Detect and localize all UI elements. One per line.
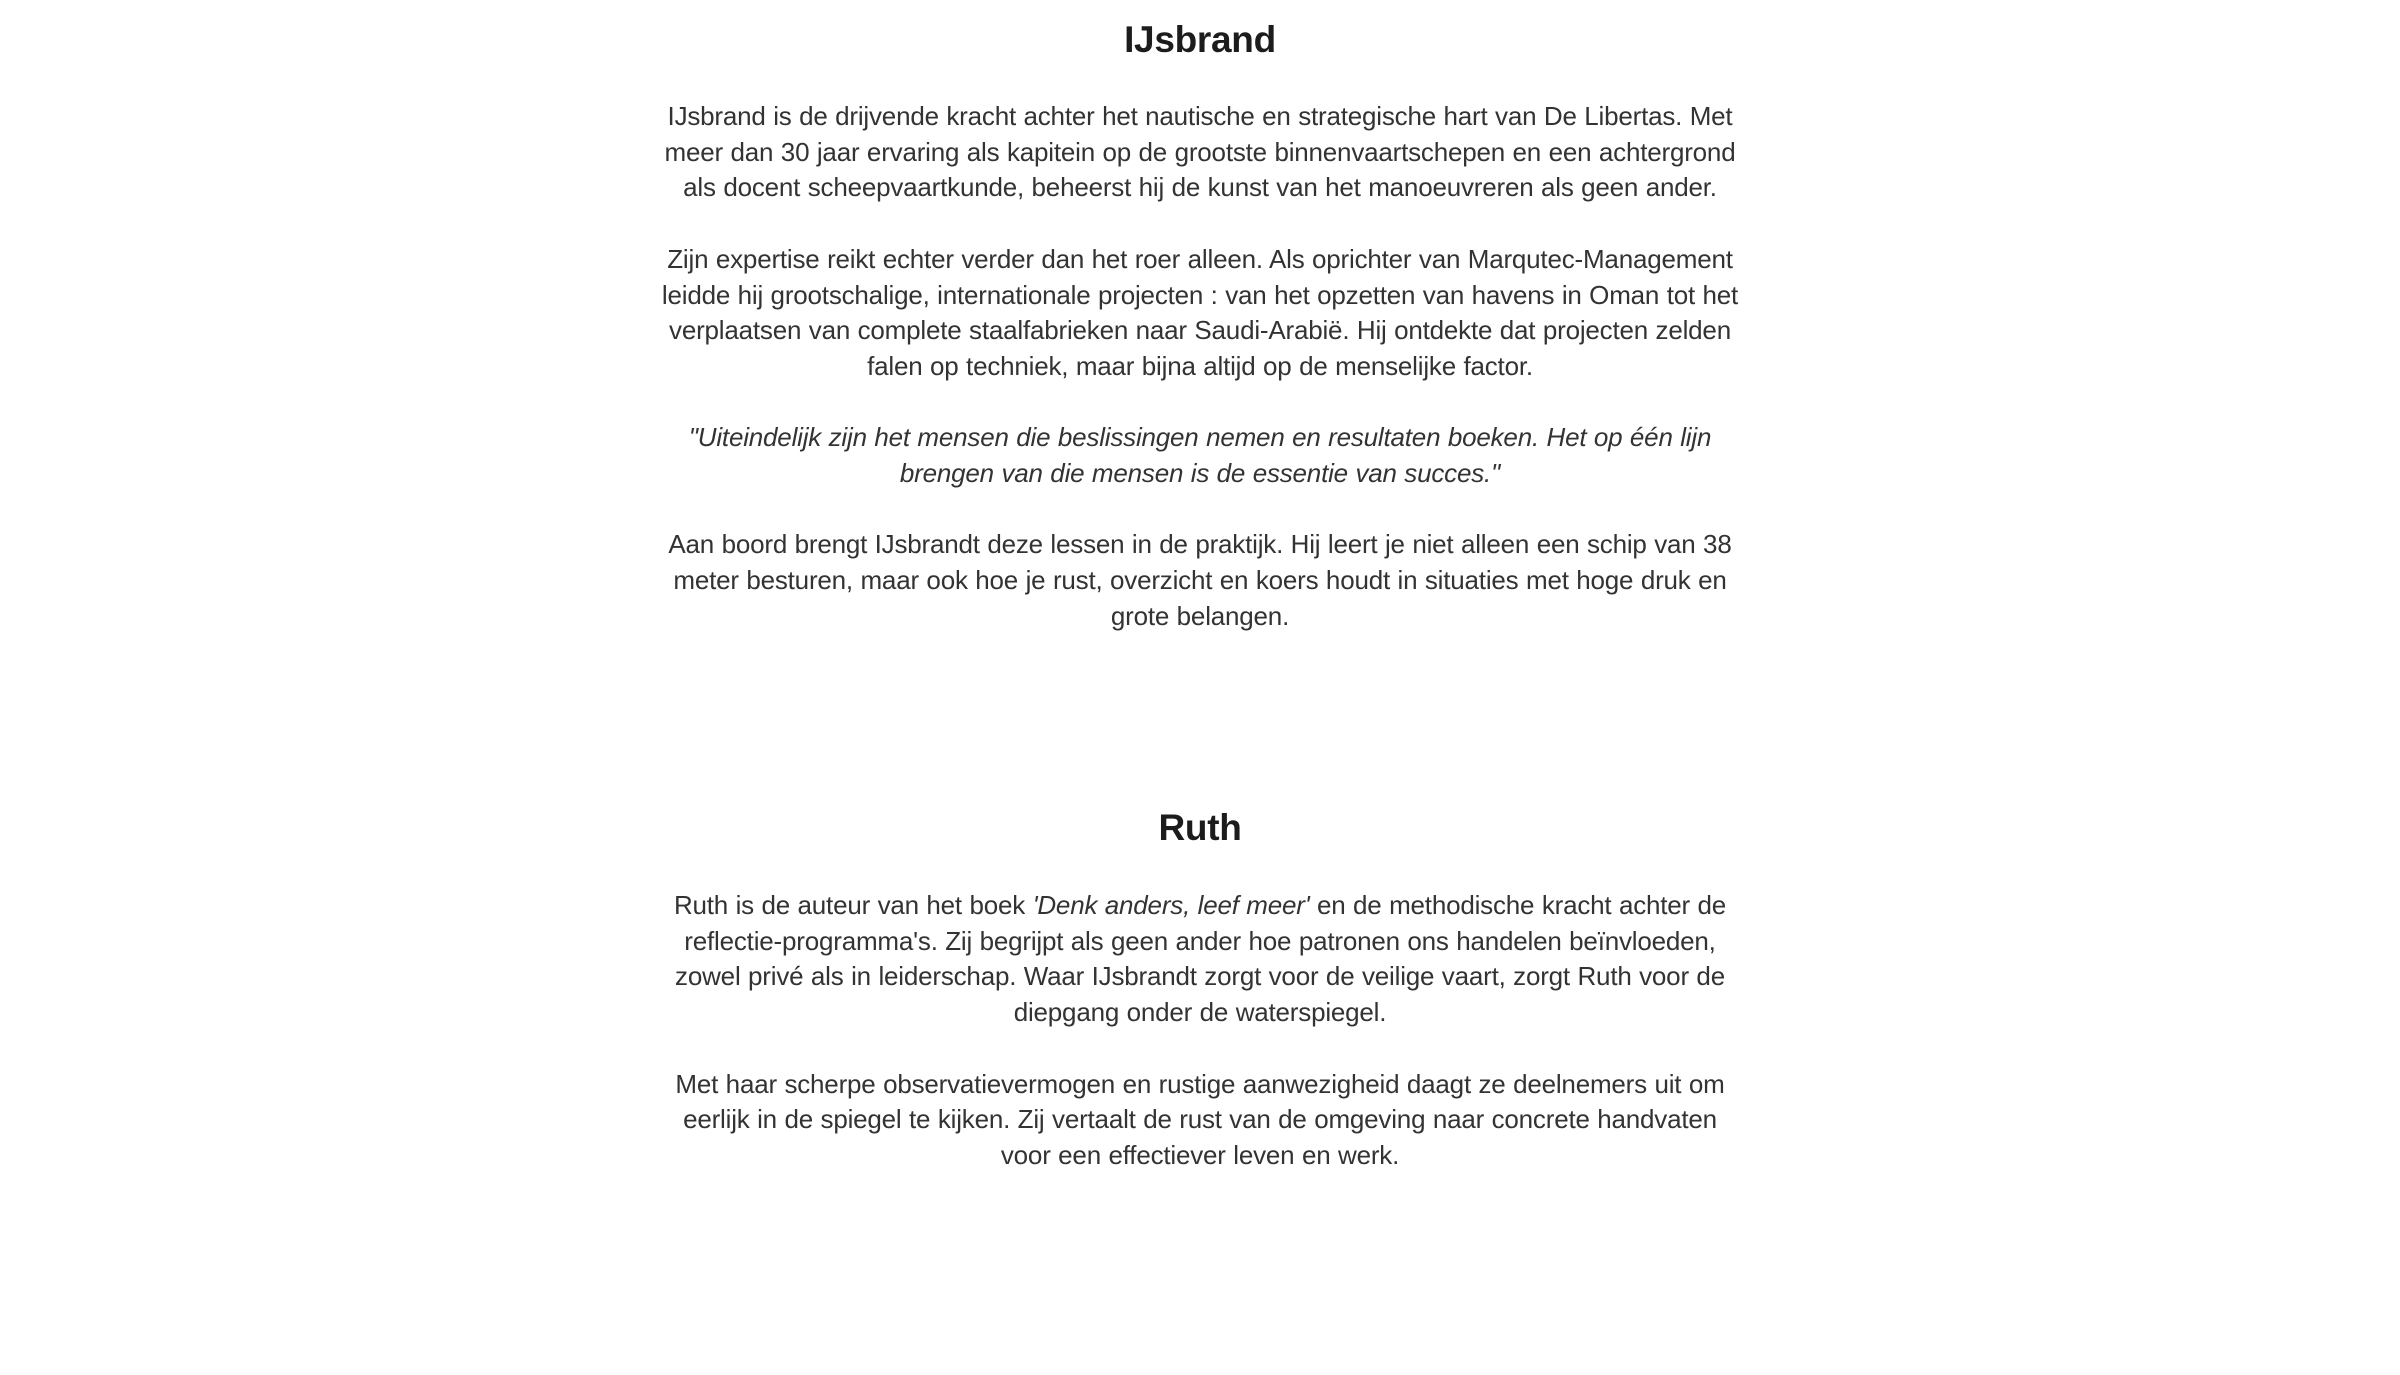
bio-paragraph: Aan boord brengt IJsbrandt deze lessen in de praktijk. Hij leert je niet alleen een schip van 38 meter besturen, maar ook hoe je rust, overzicht en koers houdt in situaties met hoge druk en grote belangen. xyxy=(668,529,1732,631)
section-title-ijsbrand: IJsbrand xyxy=(1124,19,1276,60)
bio-paragraph: Met haar scherpe observatievermogen en rustige aanwezigheid daagt ze deelnemers uit om eerlijk in de spiegel te kijken. Zij vertaalt de rust van de omgeving naar concrete handvaten voor een effectiever leven en werk. xyxy=(675,1068,1725,1170)
book-title: 'Denk anders, leef meer' xyxy=(1032,890,1310,920)
bio-paragraph: Zijn expertise reikt echter verder dan het roer alleen. Als oprichter van Marqutec-Management leidde hij grootschalige, internationale projecten : van het opzetten van havens in Oman tot het verplaatsen van complete staalfabrieken naar Saudi-Arabië. Hij ontdekte dat projecten zelden falen op techniek, maar bijna altijd op de menselijke factor. xyxy=(661,243,1739,381)
bio-text-segment: Ruth is de auteur van het boek xyxy=(673,890,1033,920)
bio-paragraph xyxy=(660,888,1740,1031)
bio-section-ruth xyxy=(660,806,1740,1174)
section-title-ruth: Ruth xyxy=(1158,807,1242,848)
bio-text-ruth xyxy=(660,888,1740,1174)
bio-text-segment: en de methodische kracht achter de reflectie-programma's. Zij begrijpt als geen ander hoe patronen ons handelen beïnvloeden, zowel privé als in leiderschap. Waar IJsbrandt zorgt voor de veilige vaart, zorgt Ruth voor de diepgang onder de waterspiegel. xyxy=(675,890,1727,1028)
bio-section-ijsbrand xyxy=(660,18,1740,635)
bio-quote: "Uiteindelijk zijn het mensen die beslissingen nemen en resultaten boeken. Het op één lijn brengen van die mensen is de essentie van succes." xyxy=(688,422,1712,488)
bio-paragraph: IJsbrand is de drijvende kracht achter het nautische en strategische hart van De Libertas. Met meer dan 30 jaar ervaring als kapitein op de grootste binnenvaartschepen en een achtergrond als docent scheepvaartkunde, beheerst hij de kunst van het manoeuvreren als geen ander. xyxy=(664,101,1736,203)
bio-text-ijsbrand xyxy=(660,99,1740,635)
